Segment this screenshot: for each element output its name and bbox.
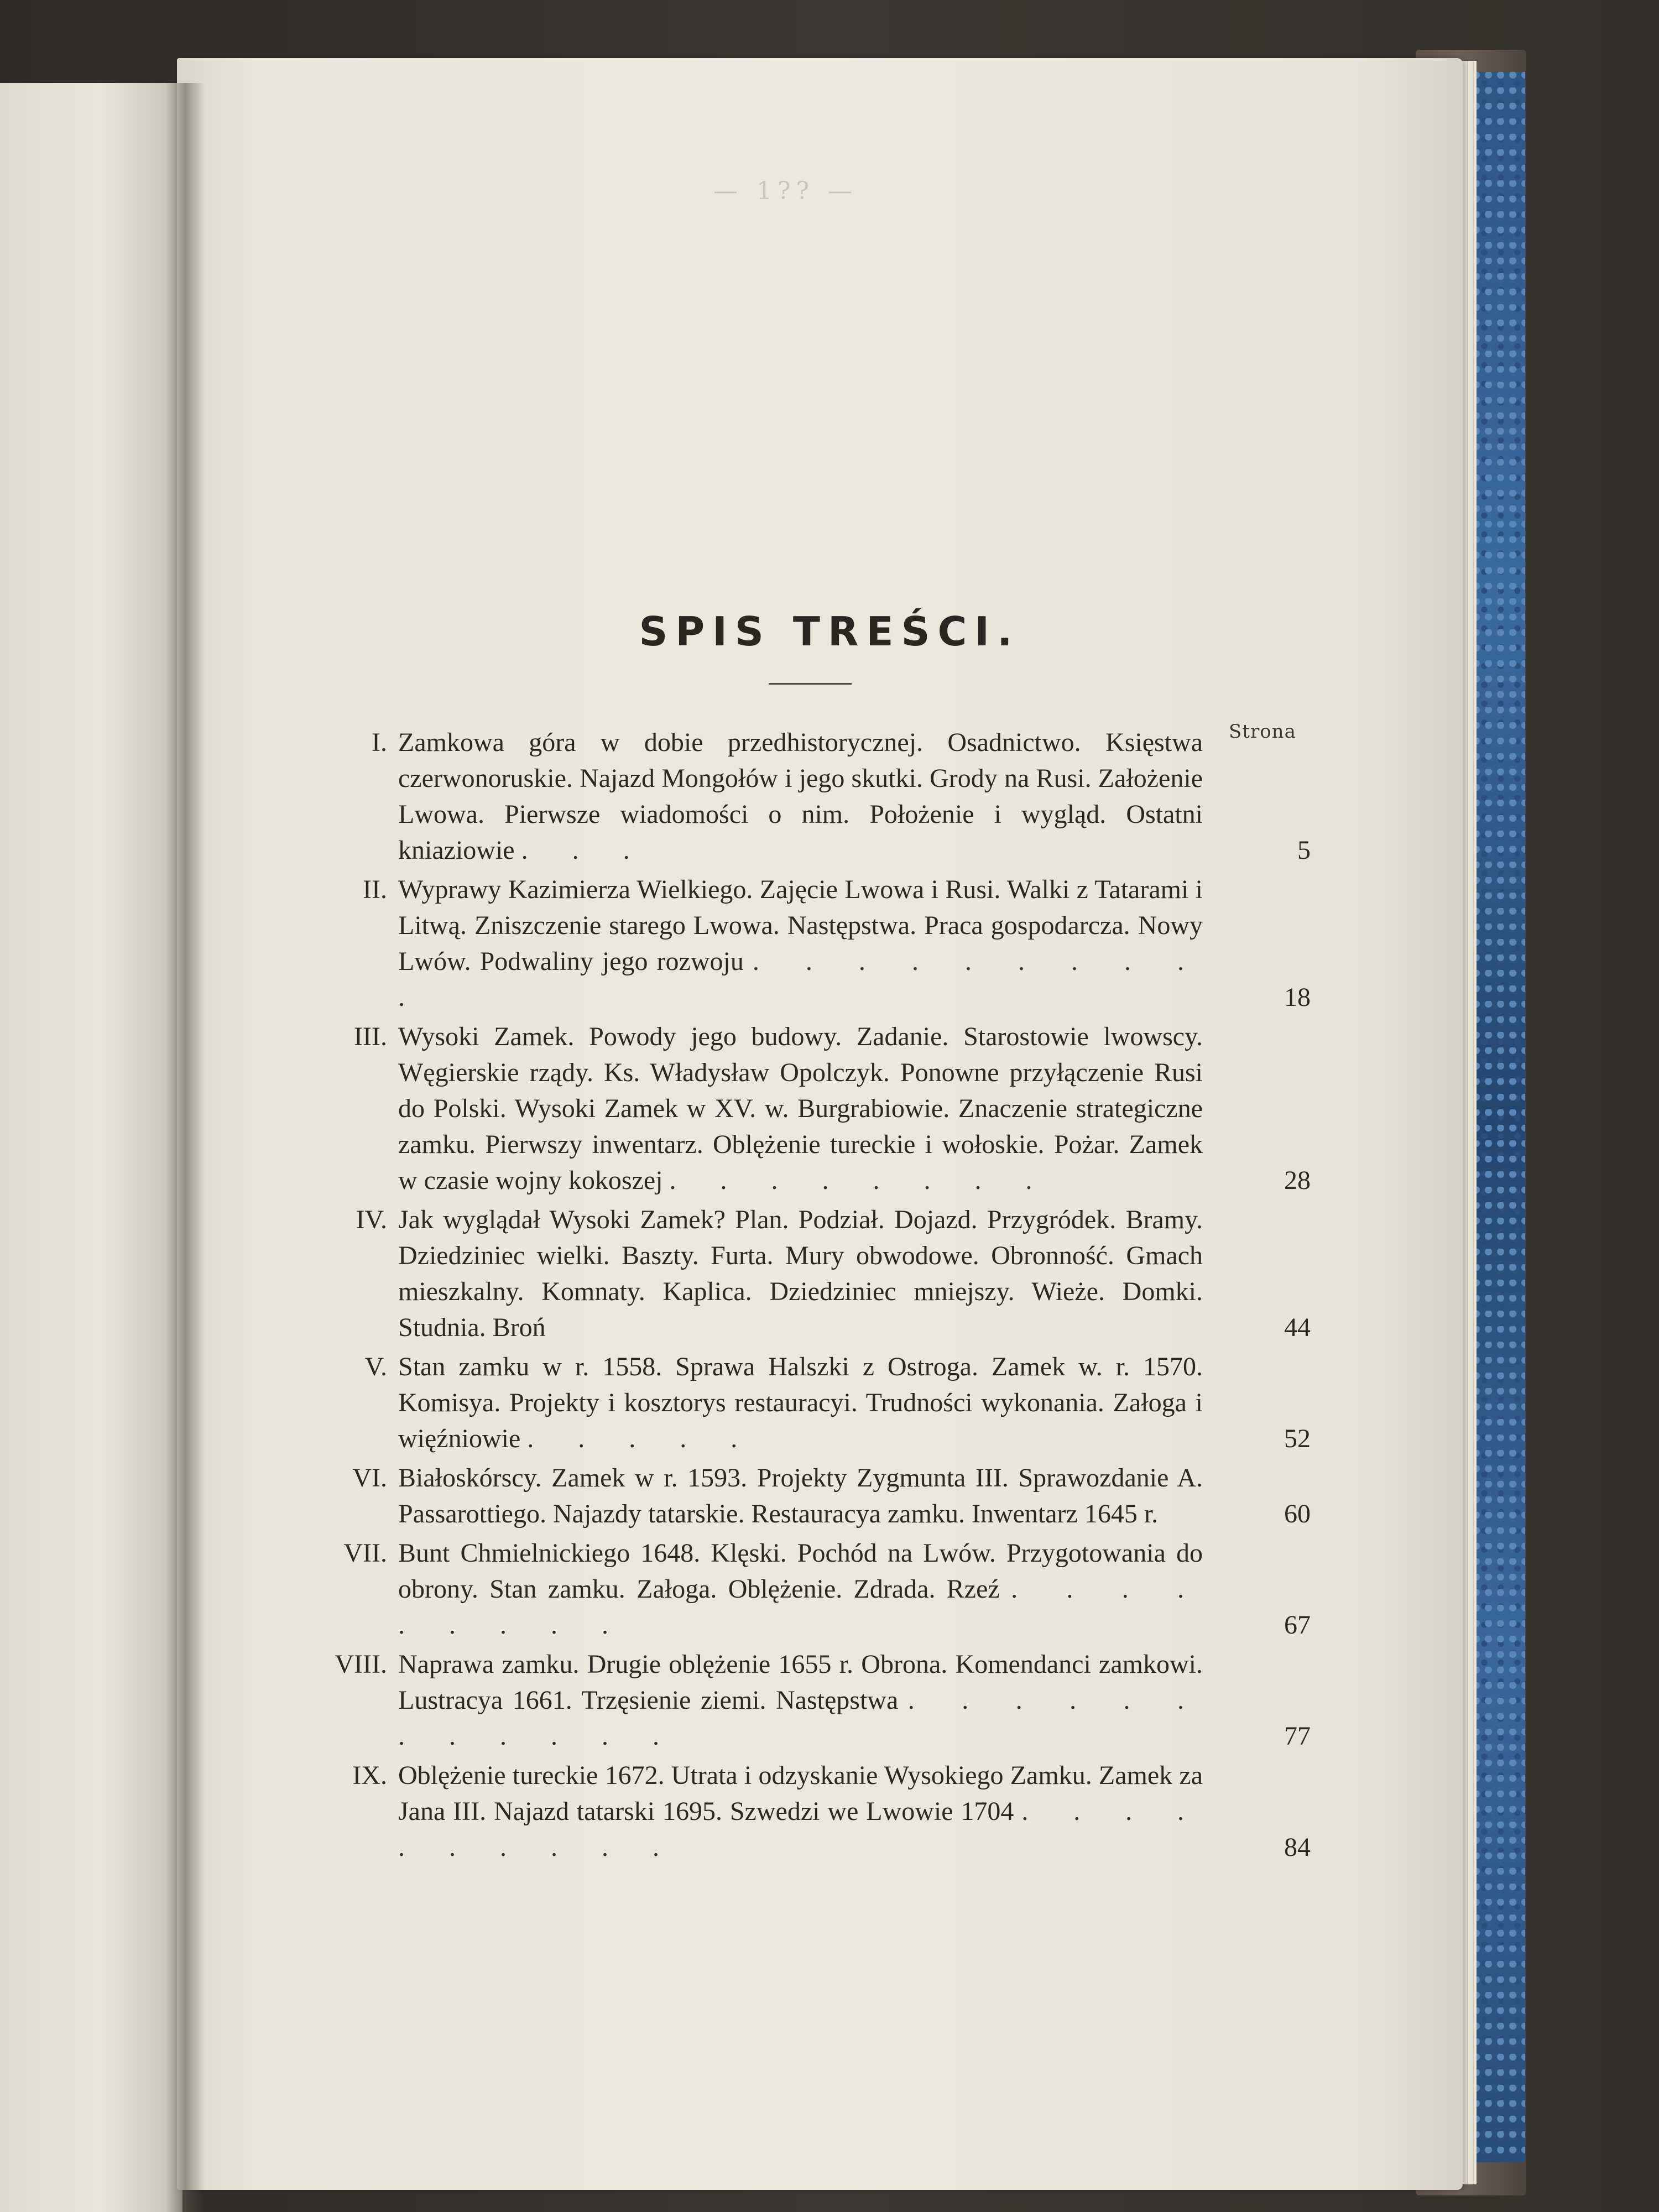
running-head: — 1?? — [713,177,858,205]
chapter-summary-text: Stan zamku w r. 1558. Sprawa Halszki z Ostroga. Zamek w. r. 1570. Komisya. Projekty i kosztorys restauracyi. Trudności wykonania. Załoga i więźniowie [398,1352,1203,1453]
toc-entry [310,1460,1311,1532]
left-page [0,83,182,2212]
page-number: 18 [1284,983,1311,1012]
chapter-number: IX. [352,1761,387,1790]
chapter-summary [398,1349,1203,1457]
book-gutter-shadow [166,83,205,2212]
toc-entry [310,1202,1311,1345]
dot-leader: . . . . . . . . . . [398,947,1203,1012]
chapter-number: VIII. [335,1650,387,1679]
page-number: 5 [1297,836,1311,865]
dot-leader: . . . . . . . . . . [398,1797,1203,1862]
page-column-label: Strona [1229,721,1296,743]
toc-entry [310,1757,1311,1865]
chapter-number: IV. [356,1205,387,1234]
chapter-summary-text: Jak wyglądał Wysoki Zamek? Plan. Podział. Dojazd. Przygródek. Bramy. Dziedziniec wielki. Baszty. Furta. Mury obwodowe. Obronność. Gmach mieszkalny. Komnaty. Kaplica. Dziedziniec mniejszy. Wieże. Domki. Studnia. Broń [398,1205,1203,1342]
toc-entry [310,724,1311,868]
chapter-summary-text: Wysoki Zamek. Powody jego budowy. Zadanie. Starostowie lwowscy. Węgierskie rządy. Ks. Władysław Opolczyk. Ponowne przyłączenie Rusi do Polski. Wysoki Zamek w XV. w. Burgrabiowie. Znaczenie strategiczne zamku. Pierwszy inwentarz. Oblężenie tureckie i wołoskie. Pożar. Zamek w czasie wojny kokoszej [398,1022,1203,1195]
chapter-number: I. [372,728,387,757]
chapter-summary [398,1757,1203,1865]
title-rule [769,683,852,685]
chapter-summary [398,1019,1203,1198]
chapter-summary-text: Bunt Chmielnickiego 1648. Klęski. Pochód na Lwów. Przygotowania do obrony. Stan zamku. Załoga. Oblężenie. Zdrada. Rzeź [398,1538,1203,1604]
toc-entry [310,872,1311,1015]
dot-leader: . . . . . . . . . [398,1574,1203,1640]
chapter-summary [398,1460,1203,1532]
chapter-summary-text: Zamkowa góra w dobie przedhistorycznej. Osadnictwo. Księstwa czerwonoruskie. Najazd Mongołów i jego skutki. Grody na Rusi. Założenie Lwowa. Pierwsze wiadomości o nim. Położenie i wygląd. Ostatni kniaziowie [398,728,1203,865]
toc-entry [310,1646,1311,1754]
page-number: 84 [1284,1833,1311,1862]
page-number: 28 [1284,1166,1311,1195]
chapter-summary [398,1535,1203,1643]
chapter-summary-text: Wyprawy Kazimierza Wielkiego. Zajęcie Lwowa i Rusi. Walki z Tatarami i Litwą. Zniszczenie starego Lwowa. Następstwa. Praca gospodarcza. Nowy Lwów. Podwaliny jego rozwoju [398,875,1203,976]
chapter-summary-text: Naprawa zamku. Drugie oblężenie 1655 r. Obrona. Komendanci zamkowi. Lustracya 1661. Trzęsienie ziemi. Następstwa [398,1650,1203,1715]
page-number: 44 [1284,1313,1311,1342]
chapter-summary [398,1202,1203,1345]
dot-leader: . . . . . [527,1424,757,1453]
toc-entry [310,1349,1311,1457]
page-title: SPIS TREŚCI. [639,608,1020,655]
toc-entry [310,1535,1311,1643]
page-number: 60 [1284,1499,1311,1528]
table-of-contents [310,724,1311,1869]
chapter-summary [398,872,1203,1015]
dot-leader: . . . . . . . . . . . . [398,1686,1203,1751]
chapter-number: V. [364,1352,387,1381]
chapter-summary-text: Oblężenie tureckie 1672. Utrata i odzyskanie Wysokiego Zamku. Zamek za Jana III. Najazd tatarski 1695. Szwedzi we Lwowie 1704 [398,1761,1203,1826]
chapter-number: II. [363,875,387,904]
page-number: 77 [1284,1721,1311,1751]
chapter-summary [398,724,1203,868]
chapter-summary-text: Białoskórscy. Zamek w r. 1593. Projekty Zygmunta III. Sprawozdanie A. Passarottiego. Najazdy tatarskie. Restauracya zamku. Inwentarz 1645 r. [398,1463,1203,1528]
chapter-summary [398,1646,1203,1754]
chapter-number: III. [354,1022,387,1051]
page-number: 52 [1284,1424,1311,1453]
marbled-cover-edge [1471,72,1525,2162]
dot-leader: . . . [521,836,649,865]
dot-leader: . . . . . . . . [669,1166,1051,1195]
page-number: 67 [1284,1610,1311,1640]
toc-entry [310,1019,1311,1198]
chapter-number: VII. [343,1538,387,1568]
chapter-number: VI. [352,1463,387,1493]
